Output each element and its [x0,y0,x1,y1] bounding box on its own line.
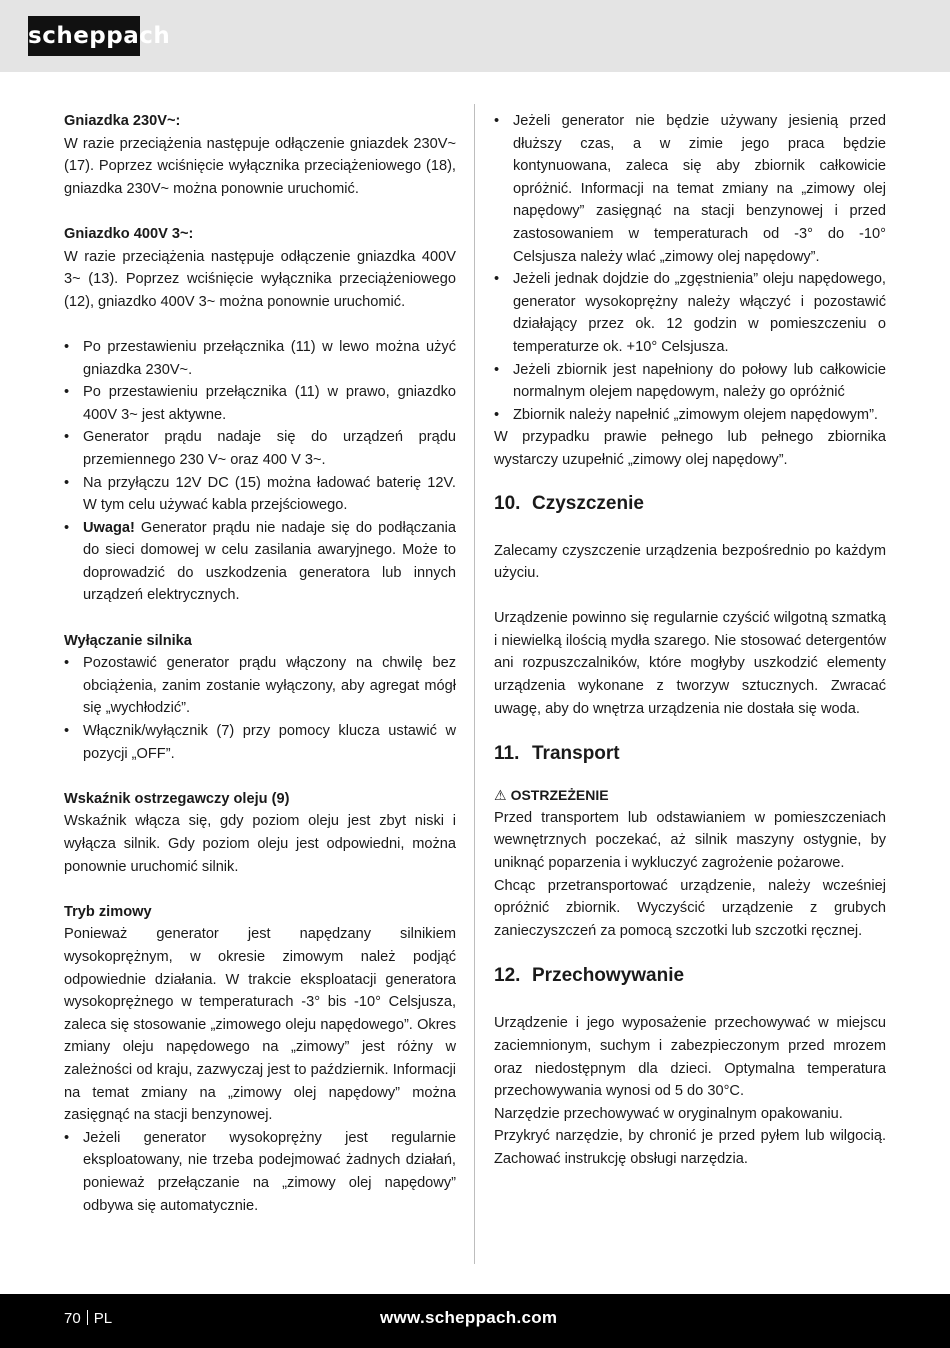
right-column [494,110,886,1171]
section-title: Czyszczenie [532,492,644,514]
section-title: Przechowywanie [532,965,685,987]
list-item: • Pozostawić generator prądu włączony na chwilę bez obciążenia, zanim zostanie wyłączony, aby agregat mógł się „wychłodzić”. [64,652,456,720]
socket-400v-heading: Gniazdko 400V 3~: [64,225,194,242]
list-item: • Jeżeli jednak dojdzie do „zgęstnienia” oleju napędowego, generator wysokoprężny należy włączyć i pozostawić działający przez ok. 12 godzin w pomieszczeniu o temperaturze ok. +10° Celsjusza. [494,268,886,358]
list-item: • Jeżeli generator wysokoprężny jest regularnie eksploatowany, nie trzeba podejmować żadnych działań, ponieważ przełączanie na „zimowy olej napędowy” odbywa się automatycznie. [64,1127,456,1217]
cleaning-text-1: Zalecamy czyszczenie urządzenia bezpośrednio po każdym użyciu. [494,542,886,582]
language-code: PL [93,1310,113,1327]
cleaning-text-2: Urządzenie powinno się regularnie czyścić wilgotną szmatką i niewielką ilością mydła szarego. Nie stosować detergentów ani rozpuszczalników, które mogłyby uszkodzić elementy urządzenia wykonane z tworzyw sztucznych. Zwracać uwagę, aby do wnętrza urządzenia nie dostała się woda. [494,610,886,717]
storage-text-1: Urządzenie i jego wyposażenie przechowywać w miejscu zaciemnionym, suchym i zabezpieczonym przed mrozem oraz niedostępnym dla dzieci. Optymalna temperatura przechowywania wynosi od 5 do 30°C. [494,1015,886,1100]
section-12-heading [494,962,886,990]
column-divider [474,104,475,1264]
section-10-heading [494,490,886,518]
storage-text-3: Przykryć narzędzie, by chronić je przed pyłem lub wilgocią. Zachować instrukcję obsługi narzędzia. [494,1128,886,1167]
socket-400v-text: W razie przeciążenia następuje odłączenie gniazdka 400V 3~ (13). Poprzez wciśnięcie wyłącznika przeciążeniowego (12), gniazdko 400V 3~ można ponownie uruchomić. [64,248,456,310]
winter-mode-heading: Tryb zimowy [64,903,152,920]
list-item: • Po przestawieniu przełącznika (11) w lewo można użyć gniazdka 230V~. [64,336,456,381]
tank-fill-text: W przypadku prawie pełnego lub pełnego zbiornika wystarczy uzupełnić „zimowy olej napędowy”. [494,429,886,468]
list-item: • Włącznik/wyłącznik (7) przy pomocy klucza ustawić w pozycji „OFF”. [64,720,456,765]
winter-mode-text: Ponieważ generator jest napędzany silnikiem wysokoprężnym, w okresie zimowym należ podjąć odpowiednie działania. W trakcie eksploatacji generatora wysokoprężnego w temperaturach -3° bis -10° Celsjusza, zaleca się stosowanie „zimowego oleju napędowego”. Okres zmiany oleju napędowego na „zimowy” jest różny w zależności od kraju, zazwyczaj jest to październik. Informacji na temat zmiany na „zimowy olej napędowy” można zasięgnąć na stacji benzynowej. [64,926,456,1124]
left-column [64,110,456,1217]
warning-text: Generator prądu nie nadaje się do podłączania do sieci domowej w celu zasilania awaryjnego. Może to doprowadzić do uszkodzenia generatora lub innych urządzeń elektrycznych. [83,519,456,604]
scheppach-logo: scheppach [28,16,140,56]
oil-warning-text: Wskaźnik włącza się, gdy poziom oleju jest zbyt niski i wyłącza silnik. Gdy poziom oleju jest odpowiedni, można ponownie uruchomić silnik. [64,813,456,875]
engine-off-heading: Wyłączanie silnika [64,632,192,649]
socket-230v-text: W razie przeciążenia następuje odłączenie gniazdek 230V~ (17). Poprzez wciśnięcie wyłącznika przeciążeniowego (18), gniazdka 230V~ można ponownie uruchomić. [64,135,456,197]
transport-text-1: Przed transportem lub odstawianiem w pomieszczeniach wewnętrznych poczekać, aż silnik maszyny ostygnie, by uniknąć poparzenia i wykluczyć zagrożenie pożarowe. [494,809,886,872]
winter-mode-list-continued [494,110,886,426]
page-number [64,1310,112,1328]
warning-triangle-icon: ⚠ [494,787,507,804]
section-number: 10. [494,492,521,514]
list-item: • Na przyłączu 12V DC (15) można ładować baterię 12V. W tym celu używać kabla przejściowego. [64,472,456,517]
list-item: • Jeżeli generator nie będzie używany jesienią przed dłuższy czas, a w zimie jego praca będzie kontynuowana, zaleca się aby zbiornik całkowicie opróżnić. Informacji na temat zmiany na „zimowy olej napędowy” zasięgnąć na stacji benzynowej i przed zastosowaniem w temperaturach od -3° do -10° Celsjusza należy wlać „zimowy olej napędowy”. [494,110,886,268]
socket-bullet-list [64,336,456,607]
socket-230v-heading: Gniazdka 230V~: [64,113,181,129]
page-number-value: 70 [64,1310,81,1327]
warning-list-item [64,517,456,607]
section-title: Transport [532,743,620,765]
list-item: • Generator prądu nadaje się do urządzeń prądu przemiennego 230 V~ oraz 400 V 3~. [64,426,456,471]
list-item: • Po przestawieniu przełącznika (11) w prawo, gniazdko 400V 3~ jest aktywne. [64,381,456,426]
oil-warning-heading: Wskaźnik ostrzegawczy oleju (9) [64,790,290,807]
warning-label-text: OSTRZEŻENIE [510,787,609,804]
warning-label [494,784,886,807]
section-number: 11. [494,743,520,765]
website-link[interactable]: www.scheppach.com [380,1308,558,1327]
section-number: 12. [494,965,521,987]
warning-bold-label: Uwaga! [83,519,135,536]
list-item: • Zbiornik należy napełnić „zimowym olejem napędowym”. [494,404,886,427]
winter-mode-list [64,1127,456,1217]
storage-text-2: Narzędzie przechowywać w oryginalnym opakowaniu. [494,1105,843,1122]
section-11-heading [494,740,886,768]
list-item: • Jeżeli zbiornik jest napełniony do połowy lub całkowicie normalnym olejem napędowym, należy go opróżnić [494,359,886,404]
header-bar [0,0,950,72]
engine-off-list [64,652,456,765]
transport-text-2: Chcąc przetransportować urządzenie, należy wcześniej opróżnić zbiornik. Wyczyścić urządzenie z grubych zanieczyszczeń za pomocą szczotki lub szczotki ręcznej. [494,877,886,939]
